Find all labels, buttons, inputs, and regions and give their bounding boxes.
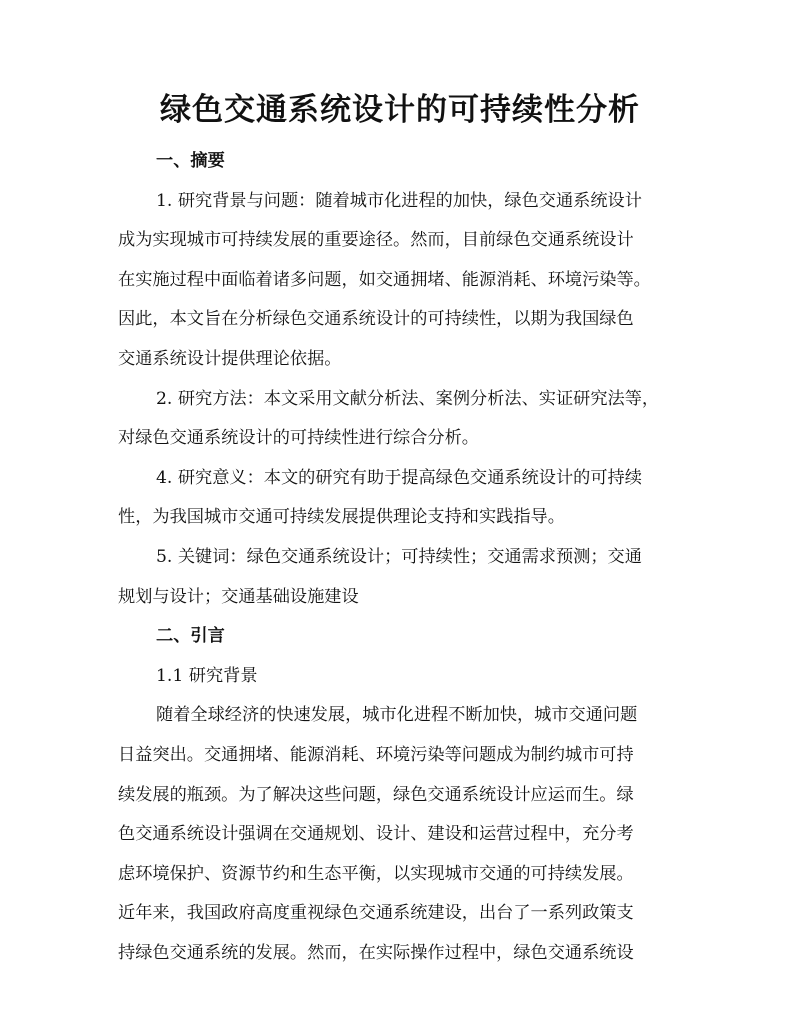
text-line: 日益突出。交通拥堵、能源消耗、环境污染等问题成为制约城市可持 (118, 744, 634, 765)
text-line: 续发展的瓶颈。为了解决这些问题，绿色交通系统设计应运而生。绿 (118, 784, 634, 805)
text-line: 对绿色交通系统设计的可持续性进行综合分析。 (118, 428, 479, 449)
text-line: 成为实现城市可持续发展的重要途径。然而，目前绿色交通系统设计 (118, 230, 634, 251)
text-line: 5. 关键词：绿色交通系统设计；可持续性；交通需求预测；交通 (156, 546, 642, 567)
text-line: 虑环境保护、资源节约和生态平衡，以实现城市交通的可持续发展。 (118, 863, 634, 884)
text-line: 随着全球经济的快速发展，城市化进程不断加快，城市交通问题 (156, 705, 638, 726)
text-line: 在实施过程中面临着诸多问题，如交通拥堵、能源消耗、环境污染等。 (118, 269, 651, 290)
text-line: 4. 研究意义：本文的研究有助于提高绿色交通系统设计的可持续 (156, 467, 642, 488)
text-line: 因此，本文旨在分析绿色交通系统设计的可持续性，以期为我国绿色 (118, 309, 634, 330)
text-line: 1.1 研究背景 (156, 665, 258, 686)
text-line: 1. 研究背景与问题：随着城市化进程的加快，绿色交通系统设计 (156, 190, 642, 211)
text-line: 近年来，我国政府高度重视绿色交通系统建设，出台了一系列政策支 (118, 903, 634, 924)
section-heading: 一、摘要 (156, 151, 225, 171)
text-line: 性，为我国城市交通可持续发展提供理论支持和实践指导。 (118, 507, 565, 528)
document-title: 绿色交通系统设计的可持续性分析 (160, 92, 640, 128)
text-line: 交通系统设计提供理论依据。 (118, 348, 342, 369)
text-line: 2. 研究方法：本文采用文献分析法、案例分析法、实证研究法等， (156, 388, 660, 409)
text-line: 持绿色交通系统的发展。然而，在实际操作过程中，绿色交通系统设 (118, 942, 634, 963)
text-line: 色交通系统设计强调在交通规划、设计、建设和运营过程中，充分考 (118, 824, 634, 845)
document-body (118, 142, 686, 973)
section-heading: 二、引言 (156, 626, 225, 647)
text-line: 规划与设计；交通基础设施建设 (118, 586, 359, 607)
